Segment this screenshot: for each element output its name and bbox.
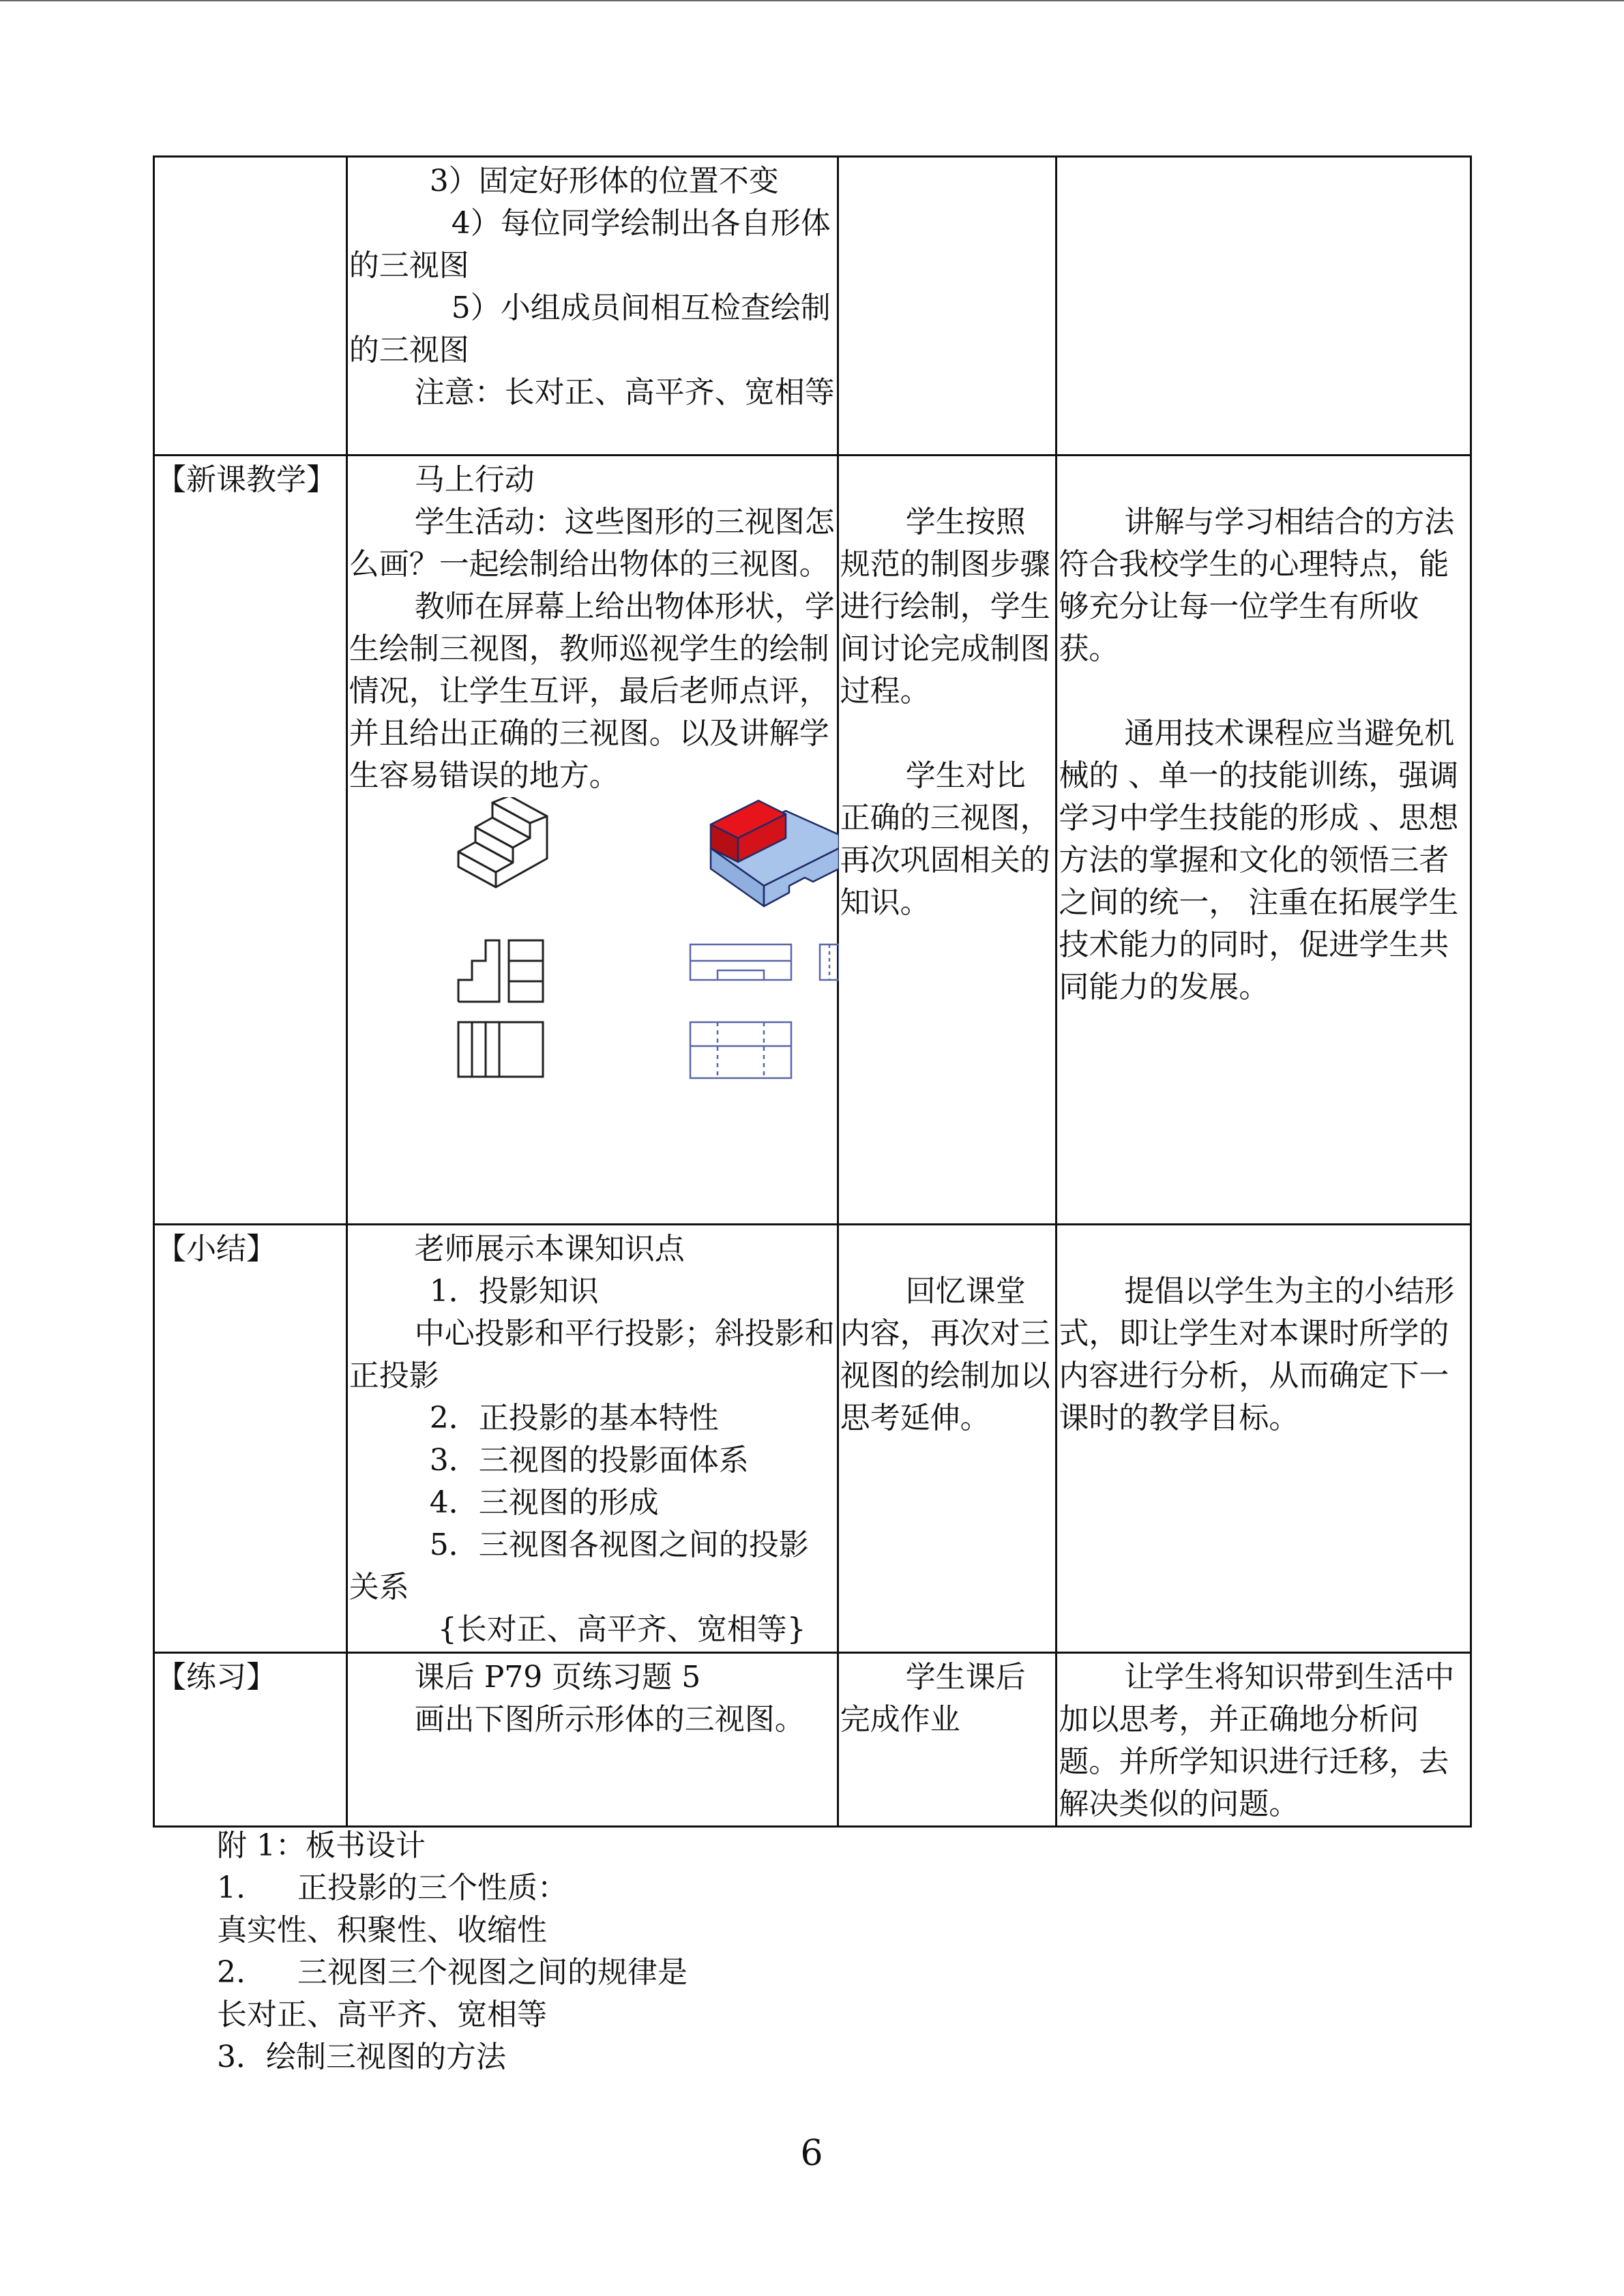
table-row (154, 157, 1471, 456)
content-line: 画出下图所示形体的三视图。 (414, 1702, 805, 1737)
content-line: {长对正、高平齐、宽相等} (437, 1612, 806, 1647)
notes-title: 附 1：板书设计 (217, 1828, 426, 1863)
content-cell (346, 1225, 838, 1653)
content-line: 老师展示本课知识点 (414, 1232, 685, 1266)
design-intent-cell (1057, 456, 1471, 1225)
content-line: 2．正投影的基本特性 (429, 1401, 719, 1435)
intent-text: 讲解与学习相结合的方法符合我校学生的心理特点，能够充分让每一位学生有所收获。 (1059, 505, 1455, 666)
row-label (154, 157, 347, 456)
content-line: 1．投影知识 (429, 1274, 599, 1309)
row-label: 【练习】 (154, 1653, 347, 1827)
notes-detail: 长对正、高平齐、宽相等 (217, 1997, 547, 2032)
student-text: 学生按照规范的制图步骤进行绘制，学生间讨论完成制图过程。 (840, 505, 1050, 709)
content-line: 5．三视图各视图之间的投影关系 (349, 1527, 809, 1605)
student-text: 回忆课堂内容，再次对三视图的绘制加以思考延伸。 (840, 1274, 1050, 1435)
row-label: 【小结】 (154, 1225, 347, 1653)
content-line: 马上行动 (414, 462, 535, 497)
notes-item (217, 1952, 688, 1994)
content-line: 教师在屏幕上给出物体形状，学生绘制三视图，教师巡视学生的绘制情况，让学生互评，最后老师点评，并且给出正确的三视图。以及讲解学生容易错误的地方。 (349, 589, 835, 793)
board-design-notes (217, 1825, 688, 2078)
intent-text: 通用技术课程应当避免机械的 、单一的技能训练，强调学习中学生技能的形成 、思想方法的掌握和文化的领悟三者之间的统一， 注重在拓展学生技术能力的同时，促进学生共同能力的发展。 (1059, 716, 1459, 1004)
content-line: 4）每位同学绘制出各自形体的三视图 (349, 206, 831, 283)
notes-item-number: 1. (217, 1870, 246, 1905)
content-line: 学生活动：这些图形的三视图怎么画？一起绘制给出物体的三视图。 (349, 505, 835, 582)
page-number: 6 (800, 2133, 823, 2174)
block-isometric-icon (711, 801, 839, 906)
notes-detail: 真实性、积聚性、收缩性 (217, 1913, 547, 1948)
stairs-isometric-icon (458, 797, 547, 887)
intent-text: 提倡以学生为主的小结形式，即让学生对本课时所学的内容进行分析，从而确定下一课时的教学目标。 (1059, 1274, 1455, 1435)
content-cell (346, 1653, 838, 1827)
table-row (154, 1225, 1471, 1653)
notes-item: 3．绘制三视图的方法 (217, 2040, 506, 2074)
three-view-drawings (349, 797, 839, 1138)
design-intent-cell (1057, 157, 1471, 456)
content-line: 3．三视图的投影面体系 (429, 1443, 749, 1478)
content-line: 课后 P79 页练习题 5 (414, 1660, 701, 1695)
stairs-front-view-icon (458, 940, 543, 1077)
content-line: 中心投影和平行投影；斜投影和正投影 (349, 1316, 835, 1393)
student-activity-cell (838, 456, 1057, 1225)
notes-item-text: 三视图三个视图之间的规律是 (297, 1955, 688, 1990)
content-line: 5）小组成员间相互检查绘制的三视图 (349, 290, 831, 368)
student-text: 学生对比正确的三视图，再次巩固相关的知识。 (840, 758, 1050, 920)
three-view-figure (349, 797, 836, 1138)
notes-item-text: 正投影的三个性质： (297, 1870, 567, 1905)
row-label: 【新课教学】 (154, 456, 347, 1225)
notes-item-number: 2. (217, 1955, 246, 1990)
lesson-plan-table (153, 155, 1472, 1828)
content-line: 3）固定好形体的位置不变 (429, 164, 779, 198)
content-line: 注意：长对正、高平齐、宽相等 (414, 375, 835, 410)
student-activity-cell (838, 157, 1057, 456)
notes-item (217, 1867, 688, 1909)
student-activity-cell (838, 1653, 1057, 1827)
table-row (154, 456, 1471, 1225)
design-intent-cell (1057, 1225, 1471, 1653)
content-cell (346, 157, 838, 456)
student-activity-cell (838, 1225, 1057, 1653)
table-row (154, 1653, 1471, 1827)
block-front-view-icon (690, 944, 839, 1078)
intent-text: 让学生将知识带到生活中加以思考，并正确地分析问题。并所学知识进行迁移，去解决类似的问题。 (1059, 1660, 1455, 1821)
design-intent-cell (1057, 1653, 1471, 1827)
content-line: 4．三视图的形成 (429, 1485, 659, 1520)
page-top-border (0, 0, 1624, 1)
content-cell (346, 456, 838, 1225)
student-text: 学生课后完成作业 (840, 1660, 1026, 1737)
